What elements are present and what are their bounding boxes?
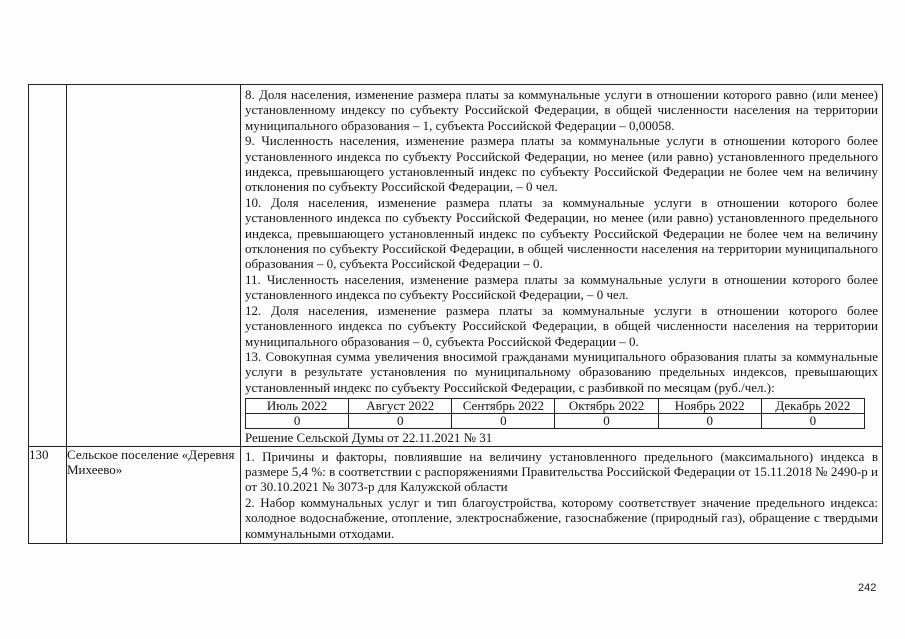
decision-reference: Решение Сельской Думы от 22.11.2021 № 31 [245,430,493,446]
months-values-row [246,414,865,429]
table-row-130 [29,446,883,543]
list-item: 13. Совокупная сумма увеличения вносимой гражданами муниципального образования платы за коммунальные услуги в результате установления по муниципальному образованию предельных индексов, превышающих установленный индекс по субъекту Российской Федерации, с разбивкой по месяцам (руб./чел.): [245,348,878,395]
municipal-index-table [28,84,883,544]
monthly-breakdown-table [245,398,865,429]
details-cell [241,85,883,447]
month-value: 0 [452,414,555,429]
month-header: Декабрь 2022 [761,399,864,414]
number-cell-empty [29,85,67,447]
list-item: 11. Численность населения, изменение размера платы за коммунальные услуги в отношении которого более установленного индекса по субъекту Российской Федерации, – 0 чел. [245,271,878,303]
row-number: 130 [29,446,67,543]
page-number: 242 [858,582,877,594]
month-value: 0 [555,414,658,429]
list-item: 8. Доля населения, изменение размера платы за коммунальные услуги в отношении которого равно (или менее) установленному индексу по субъекту Российской Федерации, в общей численности населения на территории муниципального образования – 1, субъекта Российской Федерации – 0,00058. [245,87,878,133]
month-value: 0 [761,414,864,429]
list-item: 9. Численность населения, изменение размера платы за коммунальные услуги в отношении которого более установленного индекса по субъекту Российской Федерации, но менее (или равно) установленного предельного индекса, превышающего установленный индекс по субъекту Российской Федерации не более чем на величину отклонения по субъекту Российской Федерации, – 0 чел. [245,133,878,195]
month-header: Ноябрь 2022 [658,399,761,414]
month-value: 0 [246,414,349,429]
month-header: Октябрь 2022 [555,399,658,414]
months-header-row [246,399,865,414]
settlement-name: Сельское поселение «Деревня Михеево» [67,446,241,543]
details-text [241,85,882,429]
details-text [241,447,882,543]
table-row-continuation [29,85,883,447]
month-header: Август 2022 [349,399,452,414]
month-value: 0 [349,414,452,429]
details-cell [241,446,883,543]
list-item: 1. Причины и факторы, повлиявшие на величину установленного предельного (максимального) индекса в размере 5,4 %: в соответствии с распоряжениями Правительства Российской Федерации от 15.11.2018 № 2490-р и от 30.10.2021 № 3073-р для Калужской области [245,448,878,495]
list-item: 2. Набор коммунальных услуг и тип благоустройства, которому соответствует значение предельного индекса: холодное водоснабжение, отопление, электроснабжение, газоснабжение (природный газ), обращение с твердыми коммунальными отходами. [245,494,878,541]
month-value: 0 [658,414,761,429]
month-header: Июль 2022 [246,399,349,414]
name-cell-empty [67,85,241,447]
list-item: 12. Доля населения, изменение размера платы за коммунальные услуги в отношении которого более установленного индекса по субъекту Российской Федерации, в общей численности населения на территории муниципального образования – 0, субъекта Российской Федерации – 0. [245,302,878,349]
list-item: 10. Доля населения, изменение размера платы за коммунальные услуги в отношении которого более установленного индекса по субъекту Российской Федерации, но менее (или равно) установленного предельного индекса, превышающего установленный индекс по субъекту Российской Федерации не более чем на величину отклонения по субъекту Российской Федерации, в общей численности населения на территории муниципального образования – 0, субъекта Российской Федерации – 0. [245,194,878,272]
month-header: Сентябрь 2022 [452,399,555,414]
